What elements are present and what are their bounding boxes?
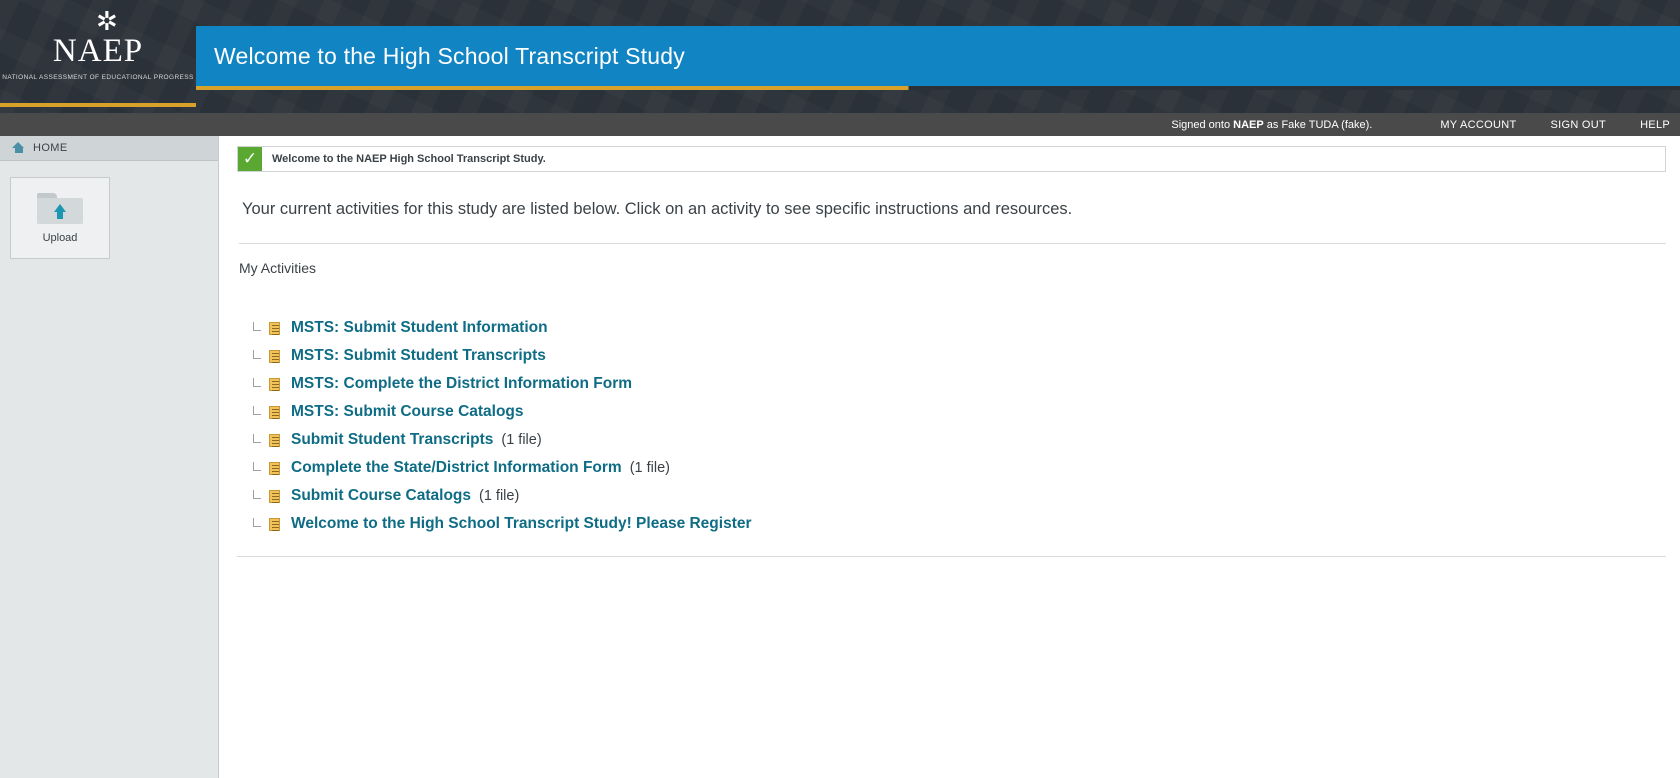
page-title-bar xyxy=(196,26,1680,86)
activity-link[interactable]: MSTS: Submit Student Information xyxy=(291,319,548,336)
tree-elbow-icon xyxy=(251,434,265,446)
list-item[interactable] xyxy=(237,482,1666,510)
top-banner xyxy=(0,0,1680,113)
tree-elbow-icon xyxy=(251,490,265,502)
upload-label: Upload xyxy=(42,232,78,244)
sidebar xyxy=(0,136,219,778)
signed-on-status: Signed onto NAEP as Fake TUDA (fake). xyxy=(1171,118,1373,131)
sidebar-item-label: HOME xyxy=(33,142,68,154)
document-icon xyxy=(269,406,280,419)
document-icon xyxy=(269,350,280,363)
list-item[interactable] xyxy=(237,510,1666,538)
document-icon xyxy=(269,518,280,531)
page-body xyxy=(0,136,1680,778)
home-icon xyxy=(12,142,25,154)
upload-button[interactable] xyxy=(10,177,110,259)
activity-link[interactable]: MSTS: Complete the District Information Form xyxy=(291,375,633,392)
section-title: My Activities xyxy=(239,260,317,276)
alert-message: Welcome to the NAEP High School Transcript Study. xyxy=(272,153,546,165)
activity-link[interactable]: MSTS: Submit Course Catalogs xyxy=(291,403,524,420)
account-bar xyxy=(0,113,1680,136)
document-icon xyxy=(269,322,280,335)
activities-list xyxy=(237,314,1666,557)
help-link[interactable]: HELP xyxy=(1640,118,1670,131)
tree-elbow-icon xyxy=(251,350,265,362)
list-item[interactable] xyxy=(237,342,1666,370)
sign-out-link[interactable]: SIGN OUT xyxy=(1550,118,1607,131)
welcome-alert xyxy=(237,146,1666,172)
document-icon xyxy=(269,434,280,447)
document-icon xyxy=(269,490,280,503)
file-count: (1 file) xyxy=(479,488,520,504)
tree-elbow-icon xyxy=(251,406,265,418)
signed-on-org: NAEP xyxy=(1233,118,1264,131)
activity-link[interactable]: MSTS: Submit Student Transcripts xyxy=(291,347,546,364)
activity-link[interactable]: Welcome to the High School Transcript Study! Please Register xyxy=(291,515,752,532)
logo-wordmark: NAEP xyxy=(52,33,144,69)
star-icon: ✲ xyxy=(96,6,118,36)
tree-elbow-icon xyxy=(251,518,265,530)
document-icon xyxy=(269,462,280,475)
list-item[interactable] xyxy=(237,426,1666,454)
intro-text: Your current activities for this study are listed below. Click on an activity to see specific instructions and resources. xyxy=(242,200,1073,218)
main-content xyxy=(219,136,1680,778)
tree-elbow-icon xyxy=(251,378,265,390)
list-item[interactable] xyxy=(237,398,1666,426)
upload-folder-icon xyxy=(37,192,83,226)
file-count: (1 file) xyxy=(501,432,542,448)
logo-subtitle: NATIONAL ASSESSMENT OF EDUCATIONAL PROGRESS xyxy=(2,74,194,81)
list-item[interactable] xyxy=(237,314,1666,342)
activity-link[interactable]: Complete the State/District Information Form xyxy=(291,459,622,476)
naep-logo[interactable] xyxy=(0,0,196,113)
activity-link[interactable]: Submit Course Catalogs xyxy=(291,487,471,504)
tree-elbow-icon xyxy=(251,462,265,474)
sidebar-item-home[interactable] xyxy=(0,136,218,161)
my-account-link[interactable]: MY ACCOUNT xyxy=(1440,118,1517,131)
document-icon xyxy=(269,378,280,391)
file-count: (1 file) xyxy=(629,460,670,476)
list-item[interactable] xyxy=(237,454,1666,482)
list-item[interactable] xyxy=(237,370,1666,398)
page-title: Welcome to the High School Transcript Study xyxy=(214,42,685,69)
activity-link[interactable]: Submit Student Transcripts xyxy=(291,431,494,448)
tree-elbow-icon xyxy=(251,322,265,334)
check-icon: ✓ xyxy=(238,147,262,171)
